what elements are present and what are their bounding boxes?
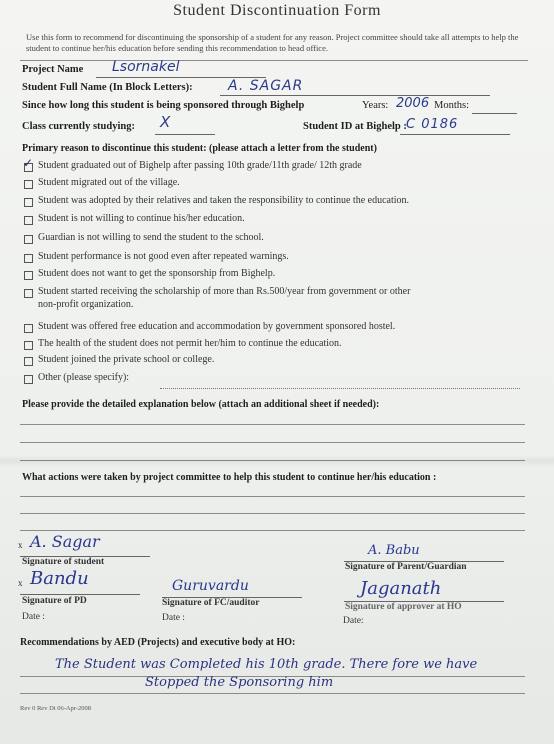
- reason-text: Student joined the private school or college.: [38, 354, 215, 365]
- pd-signature: Bandu: [30, 568, 89, 589]
- reason-checkbox[interactable]: [24, 271, 33, 280]
- reason-text: Other (please specify):: [38, 372, 130, 383]
- pd-date-label: Date :: [22, 612, 45, 622]
- student-id-line: [400, 134, 510, 135]
- reason-item[interactable]: [22, 321, 527, 335]
- reason-text: Student started receiving the scholarship of more than Rs.500/year from government or other: [38, 286, 411, 297]
- reason-item[interactable]: [22, 232, 527, 246]
- reason-checkbox[interactable]: [24, 180, 33, 189]
- reason-text-continued: non-profit organization.: [38, 299, 134, 310]
- reason-checkbox[interactable]: [24, 198, 33, 207]
- reason-text: Guardian is not willing to send the student to the school.: [38, 232, 264, 243]
- class-value[interactable]: X: [160, 113, 171, 131]
- fc-sig-label: Signature of FC/auditor: [162, 598, 260, 608]
- approver-signature: Jaganath: [360, 578, 442, 599]
- student-x-mark: x: [18, 540, 23, 550]
- student-name-value[interactable]: A. SAGAR: [228, 78, 304, 94]
- reason-checkbox[interactable]: [24, 341, 33, 350]
- class-label: Class currently studying:: [22, 121, 135, 132]
- reason-text: The health of the student does not permit her/him to continue the education.: [38, 338, 342, 349]
- project-name-value[interactable]: Lsornakel: [112, 59, 180, 75]
- reason-checkbox[interactable]: [24, 235, 33, 244]
- reason-text: Student is not willing to continue his/her education.: [38, 213, 245, 224]
- reason-text: Student graduated out of Bighelp after passing 10th grade/11th grade/ 12th grade: [38, 160, 362, 171]
- student-signature: A. Sagar: [30, 532, 100, 551]
- pd-sig-label: Signature of PD: [22, 596, 87, 606]
- student-id-label: Student ID at Bighelp :: [303, 121, 407, 132]
- intro-divider: [20, 60, 528, 61]
- student-name-line: [220, 95, 490, 96]
- pd-sig-line: [20, 594, 140, 595]
- reason-text: Student does not want to get the sponsorship from Bighelp.: [38, 268, 276, 279]
- reason-item[interactable]: [22, 286, 527, 314]
- reason-checkbox[interactable]: [24, 289, 33, 298]
- sponsored-since-label: Since how long this student is being sponsored through Bighelp: [22, 100, 305, 111]
- reason-checkbox[interactable]: [24, 357, 33, 366]
- paper-fold: [0, 455, 554, 467]
- reason-checkbox[interactable]: [24, 375, 33, 384]
- actions-line-1: [20, 496, 525, 497]
- recommendation-rule-2: [20, 693, 525, 694]
- explanation-label: Please provide the detailed explanation below (attach an additional sheet if needed):: [22, 399, 380, 410]
- reason-item[interactable]: [22, 195, 527, 209]
- reason-checkbox[interactable]: [24, 324, 33, 333]
- reason-text: Student was adopted by their relatives and taken the responsibility to continue the education.: [38, 195, 410, 206]
- class-line: [155, 134, 215, 135]
- explanation-line-2: [20, 442, 525, 443]
- reason-checkbox[interactable]: [24, 216, 33, 225]
- student-sig-label: Signature of student: [22, 557, 105, 567]
- actions-line-2: [20, 513, 525, 514]
- reasons-heading: Primary reason to discontinue this student: (please attach a letter from the student): [22, 143, 377, 154]
- approver-date-label: Date:: [343, 616, 364, 626]
- reason-checkbox[interactable]: [24, 254, 33, 263]
- reason-item[interactable]: [22, 268, 527, 282]
- other-specify-line: [160, 388, 520, 389]
- project-name-label: Project Name: [22, 64, 84, 75]
- actions-label: What actions were taken by project committee to help this student to continue her/his education :: [22, 472, 437, 483]
- fc-signature: Guruvardu: [172, 578, 249, 594]
- reason-item[interactable]: [22, 213, 527, 227]
- months-line: [472, 113, 517, 114]
- years-label: Years:: [362, 100, 389, 111]
- actions-line-3: [20, 530, 525, 531]
- reason-text: Student performance is not good even after repeated warnings.: [38, 251, 289, 262]
- reason-item[interactable]: [22, 251, 527, 265]
- student-name-label: Student Full Name (In Block Letters):: [22, 82, 193, 93]
- months-label: Months:: [434, 100, 470, 111]
- student-id-value[interactable]: C 0186: [406, 117, 459, 132]
- parent-sig-label: Signature of Parent/Guardian: [345, 562, 467, 572]
- reason-item[interactable]: [22, 372, 527, 386]
- form-footer: Rev 0 Rev Dt 06-Apr-2008: [20, 705, 91, 712]
- recommendations-label: Recommendations by AED (Projects) and executive body at HO:: [20, 637, 296, 648]
- pd-x-mark: x: [18, 578, 23, 588]
- recommendation-line-2[interactable]: Stopped the Sponsoring him: [145, 675, 334, 690]
- form-intro: Use this form to recommend for discontinuing the sponsorship of a student for any reason. Project committee should take all attempts to help the student to continue her/his education before sending this recommendation to head office.: [26, 32, 519, 53]
- explanation-line-1: [20, 424, 525, 425]
- reason-text: Student migrated out of the village.: [38, 177, 180, 188]
- reason-item[interactable]: [22, 354, 527, 368]
- parent-signature: A. Babu: [368, 543, 420, 558]
- form-title: Student Discontinuation Form: [173, 2, 381, 19]
- fc-date-label: Date :: [162, 613, 185, 623]
- checkmark-icon: ✓: [23, 156, 34, 170]
- reason-text: Student was offered free education and accommodation by government sponsored hostel.: [38, 321, 396, 332]
- years-value[interactable]: 2006: [396, 96, 430, 111]
- reason-item[interactable]: [22, 177, 527, 191]
- recommendation-line-1[interactable]: The Student was Completed his 10th grade. There fore we have: [55, 657, 478, 672]
- approver-sig-label: Signature of approver at HO: [345, 602, 462, 612]
- reason-item[interactable]: [22, 156, 527, 174]
- reason-item[interactable]: [22, 338, 527, 352]
